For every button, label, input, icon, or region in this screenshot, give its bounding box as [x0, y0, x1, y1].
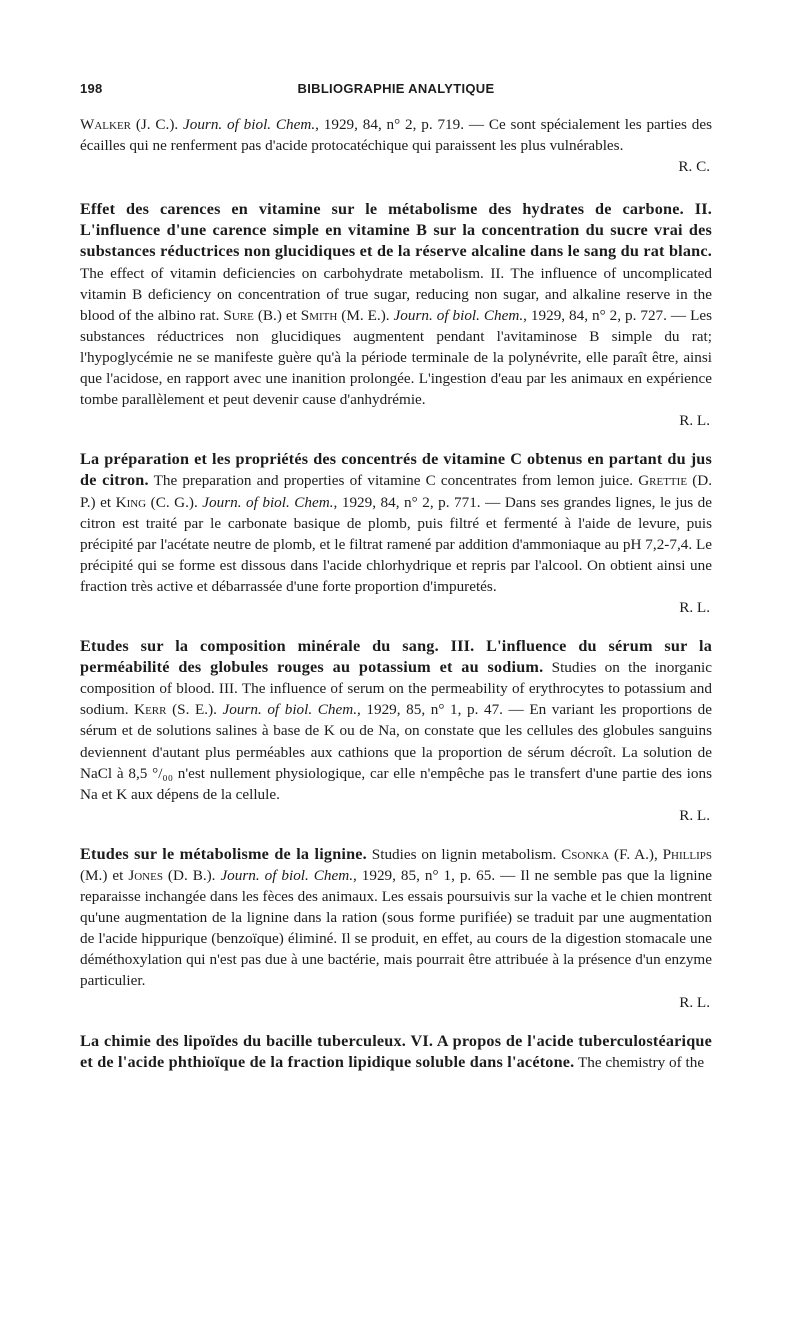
- english-title: Studies on lignin metabolism.: [366, 845, 562, 863]
- abstract-text: Il ne semble pas que la lignine reparaisse inchangée dans les fèces des animaux. Les essais poursuivis sur la vache et le chien montrent qu'une augmentation de la lignine dans la ration (sous forme purifiée) se traduit par une augmentation de l'acide hippurique (benzoïque) éliminé. Il se produit, en effet, au cours de la digestion stomacale une déméthoxylation qui n'est pas due à une bactérie, mais pourrait être attribuée à la présence d'un enzyme particulier.: [80, 867, 712, 990]
- running-title: BIBLIOGRAPHIE ANALYTIQUE: [297, 81, 495, 96]
- journal-name: Journ. of biol. Chem.: [202, 493, 334, 511]
- author-name: King: [115, 493, 147, 511]
- entry-title: Etudes sur la composition minérale du sang. III. L'influence du sérum sur la perméabilité des globules rouges au potassium et au sodium.: [80, 637, 712, 677]
- entry-title: Effet des carences en vitamine sur le métabolisme des hydrates de carbone. II. L'influence d'une carence simple en vitamine B sur la concentration du sucre vrai des substances réductrices non glucidiques et de la réserve alcaline dans le sang du rat blanc.: [80, 200, 712, 261]
- citation: , 1929, 85, n° 1, p. 47. —: [357, 701, 530, 719]
- english-title: The effect of vitamin deficiencies on carbohydrate metabolism. II. The influence of uncomplicated vitamin B deficiency on concentration of true sugar, reducing non sugar, and alkaline reserve in the blood of the albino rat.: [80, 264, 712, 324]
- english-title: Studies on the inorganic composition of blood. III. The influence of serum on the permeability of erythrocytes to potassium and sodium.: [80, 659, 713, 719]
- journal-name: Journ. of biol. Chem.: [222, 701, 357, 719]
- entry-body: La préparation et les propriétés des concentrés de vitamine C obtenus en partant du jus de citron. The preparation and properties of vitamine C concentrates from lemon juice. Grettie (D. P.) et King (C. G.). Journ. of biol. Chem., 1929, 84, n° 2, p. 771. — Dans ses grandes lignes, le jus de citron est traité par le carbonate basique de plomb, puis filtré et fermenté à l'aide de levure, puis précipité par l'acétate neutre de plomb, et le filtrat ramené par addition d'ammoniaque au pH 7,2-7,4. Le précipité qui se forme est dissous dans l'acide chlorhydrique et repris par l'alcool. On obtient ainsi une fraction très active et débarrassée d'une forte proportion d'impuretés.: [80, 450, 713, 595]
- reviewer-signature: R. L.: [679, 412, 710, 430]
- abstract-text: Ce sont spécialement les parties des écailles qui ne renferment pas d'acide protocatéchique qui paraissent les plus vulnérables.: [80, 116, 713, 155]
- reviewer-signature: R. L.: [679, 993, 710, 1011]
- abstract-text: En variant les proportions de sérum et de solutions salines à base de K ou de Na, on constate que les cellules des globules sanguins deviennent d'autant plus perméables aux cathions que la proportion de sérum décroît. La solution de NaCl à 8,5 °/₀₀ n'est nullement physiologique, car elle n'empêche pas le transfert d'une partie des ions Na et K aux dépens de la cellule.: [80, 701, 712, 803]
- author-name: Grettie: [638, 472, 688, 490]
- entry-body: Etudes sur la composition minérale du sang. III. L'influence du sérum sur la perméabilité des globules rouges au potassium et au sodium. Studies on the inorganic composition of blood. III. The influence of serum on the permeability of erythrocytes to potassium and sodium. Kerr (S. E.). Journ. of biol. Chem., 1929, 85, n° 1, p. 47. — En variant les proportions de sérum et de solutions salines à base de K ou de Na, on constate que les cellules des globules sanguins deviennent d'autant plus perméables aux cathions que la proportion de sérum décroît. La solution de NaCl à 8,5 °/₀₀ n'est nullement physiologique, car elle n'empêche pas le transfert d'une partie des ions Na et K aux dépens de la cellule.: [80, 637, 713, 803]
- english-title: The chemistry of the: [574, 1053, 705, 1071]
- journal-name: Journ. of biol. Chem.: [393, 306, 524, 324]
- author-name: Sure: [223, 306, 254, 324]
- entry-body: Etudes sur le métabolisme de la lignine. Studies on lignin metabolism. Csonka (F. A.), Phillips (M.) et Jones (D. B.). Journ. of biol. Chem., 1929, 85, n° 1, p. 65. — Il ne semble pas que la lignine reparaisse inchangée dans les fèces des animaux. Les essais poursuivis sur la vache et le chien montrent qu'une augmentation de la lignine dans la ration (sous forme purifiée) se traduit par une augmentation de l'acide hippurique (benzoïque) éliminé. Il se produit, en effet, au cours de la digestion stomacale une déméthoxylation qui n'est pas due à une bactérie, mais pourrait être attribuée à la présence d'un enzyme particulier.: [80, 844, 712, 990]
- entry-title: La chimie des lipoïdes du bacille tuberculeux. VI. A propos de l'acide tuberculostéarique et de l'acide phthioïque de la fraction lipidique soluble dans l'acétone.: [80, 1031, 712, 1071]
- entry-title: La préparation et les propriétés des concentrés de vitamine C obtenus en partant du jus de citron.: [80, 450, 712, 490]
- abstract-entry-walker: [80, 114, 712, 177]
- citation: , 1929, 84, n° 2, p. 727. —: [523, 306, 691, 324]
- journal-name: Journ. of biol. Chem.: [183, 116, 316, 133]
- abstract-entry-lipoides: [80, 1031, 712, 1073]
- page-number: 198: [80, 81, 103, 96]
- document-page: [80, 78, 712, 1091]
- reviewer-signature: R. C.: [678, 158, 710, 176]
- reviewer-signature: R. L.: [679, 806, 710, 824]
- abstract-text: Les substances réductrices non glucidiques augmentent pendant l'avitaminose B simple du rat; l'hypoglycémie ne se manifeste guère qu'à la période terminale de la polynévrite, elle paraît être, ainsi que l'acidose, en rapport avec une inanition prolongée. L'ingestion d'eau par les animaux en expérience tombe parallèlement et peut devenir cause d'anhydrémie.: [80, 306, 712, 409]
- reviewer-signature: R. L.: [679, 598, 710, 616]
- author-name: Walker: [80, 116, 131, 133]
- journal-name: Journ. of biol. Chem.: [220, 867, 354, 884]
- entry-body: [80, 1031, 712, 1073]
- entry-body: Effet des carences en vitamine sur le métabolisme des hydrates de carbone. II. L'influence d'une carence simple en vitamine B sur la concentration du sucre vrai des substances réductrices non glucidiques et de la réserve alcaline dans le sang du rat blanc. The effect of vitamin deficiencies on carbohydrate metabolism. II. The influence of uncomplicated vitamin B deficiency on concentration of true sugar, reducing non sugar, and alkaline reserve in the blood of the albino rat. Sure (B.) et Smith (M. E.). Journ. of biol. Chem., 1929, 84, n° 2, p. 727. — Les substances réductrices non glucidiques augmentent pendant l'avitaminose B simple du rat; l'hypoglycémie ne se manifeste guère qu'à la période terminale de la polynévrite, elle paraît être, ainsi que l'acidose, en rapport avec une inanition prolongée. L'ingestion d'eau par les animaux en expérience tombe parallèlement et peut devenir cause d'anhydrémie.: [80, 200, 712, 409]
- author-name: Csonka: [561, 845, 610, 863]
- citation: , 1929, 84, n° 2, p. 771. —: [333, 493, 505, 511]
- abstract-text: Dans ses grandes lignes, le jus de citron est traité par le carbonate basique de plomb, puis filtré et fermenté à l'aide de levure, puis précipité par l'acétate neutre de plomb, et le filtrat ramené par addition d'ammoniaque au pH 7,2-7,4. Le précipité qui se forme est dissous dans l'acide chlorhydrique et repris par l'alcool. On obtient ainsi une fraction très active et débarrassée d'une forte proportion d'impuretés.: [80, 493, 713, 595]
- citation: , 1929, 84, n° 2, p. 719. —: [315, 116, 489, 133]
- english-title: The preparation and properties of vitamine C concentrates from lemon juice.: [148, 472, 639, 490]
- author-name: Phillips: [662, 845, 712, 863]
- entry-body: Walker (J. C.). Journ. of biol. Chem., 1929, 84, n° 2, p. 719. — Ce sont spécialement les parties des écailles qui ne renferment pas d'acide protocatéchique qui paraissent les plus vulnérables.: [80, 116, 713, 155]
- abstract-entry-grettie-king: [80, 449, 712, 618]
- abstract-entry-sure-smith: [80, 199, 712, 431]
- page-header: [80, 78, 712, 100]
- entry-title: Etudes sur le métabolisme de la lignine.: [80, 844, 367, 863]
- citation: , 1929, 85, n° 1, p. 65. —: [353, 867, 521, 884]
- abstract-entry-kerr: [80, 636, 712, 826]
- author-name: Jones: [128, 867, 163, 884]
- author-name: Kerr: [134, 701, 167, 719]
- abstract-entry-csonka: [80, 844, 712, 1013]
- author-name: Smith: [300, 306, 338, 324]
